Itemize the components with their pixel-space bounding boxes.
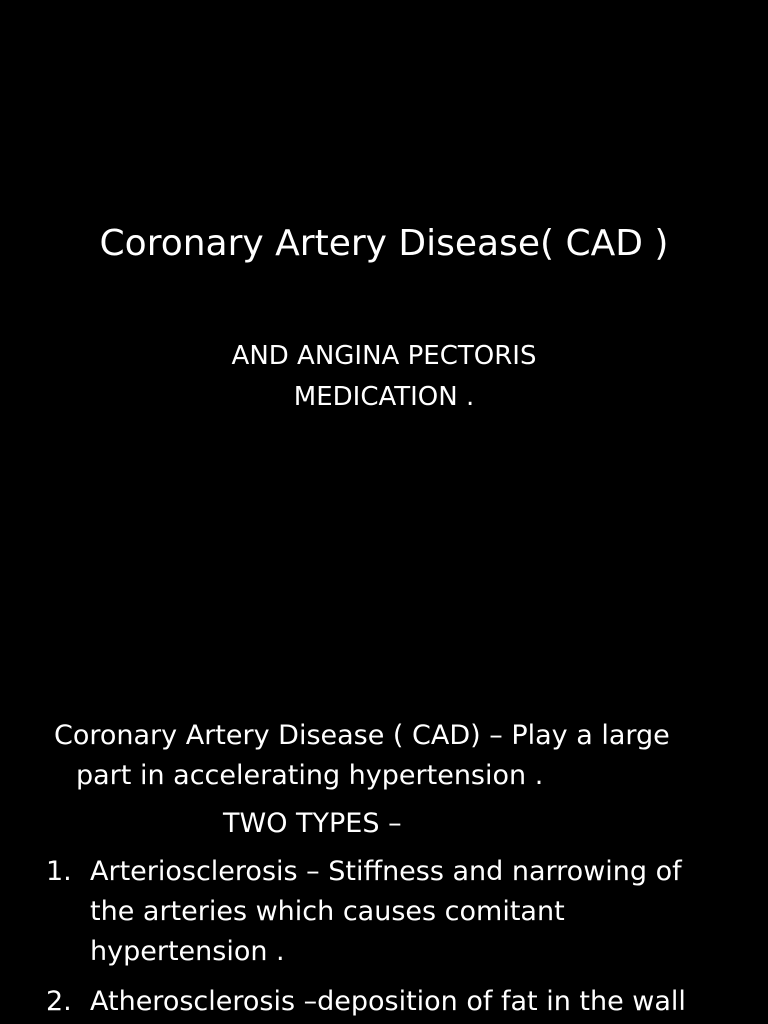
list-item-text xyxy=(90,852,760,972)
list-item-line: the arteries which causes comitant xyxy=(90,896,565,927)
list-item-line: Atherosclerosis –deposition of fat in the wall xyxy=(90,986,686,1017)
intro-paragraph xyxy=(54,716,754,796)
types-heading: TWO TYPES – xyxy=(223,808,402,839)
subtitle-line: AND ANGINA PECTORIS xyxy=(231,341,537,371)
list-item-number: 2. xyxy=(46,986,72,1017)
list-item-text xyxy=(90,982,760,1022)
slide-title: Coronary Artery Disease( CAD ) xyxy=(99,223,669,264)
list-item-number: 1. xyxy=(46,856,72,887)
intro-line: Coronary Artery Disease ( CAD) – Play a large xyxy=(54,720,670,751)
subtitle-line: MEDICATION . xyxy=(293,382,475,412)
slide-subtitle xyxy=(0,336,768,418)
intro-line: part in accelerating hypertension . xyxy=(76,760,544,791)
list-item-line: Arteriosclerosis – Stiffness and narrowing of xyxy=(90,856,682,887)
list-item-line: hypertension . xyxy=(90,936,285,967)
content-slide xyxy=(0,512,768,1024)
